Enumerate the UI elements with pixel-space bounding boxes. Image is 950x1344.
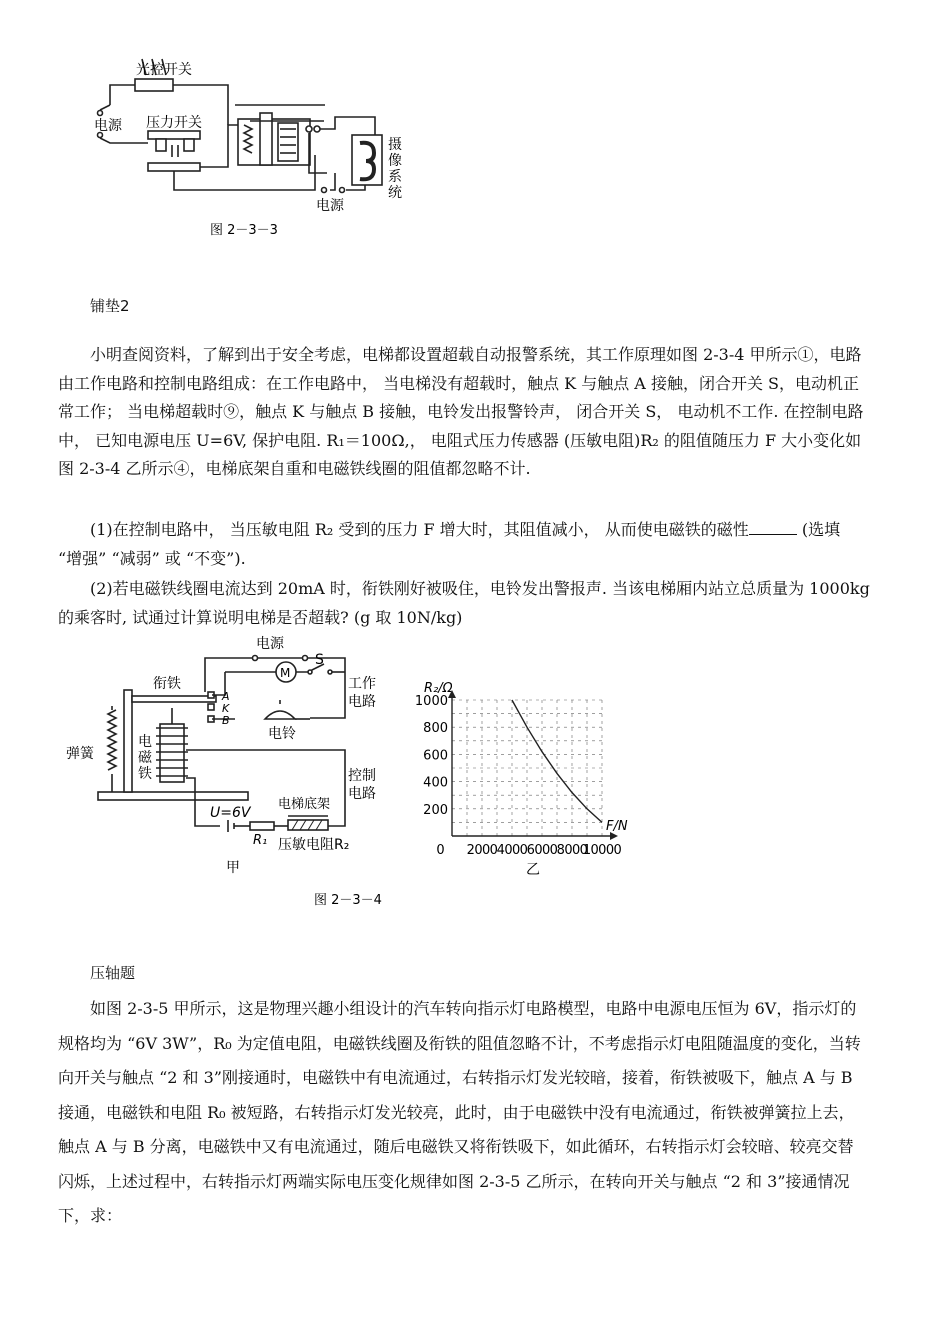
intro-line: 中， 已知电源电压 U=6V, 保护电阻. R₁＝100Ω,， 电阻式压力传感器 (压敏电阻)R₂ 的阻值随压力 F 大小变化如: [58, 430, 862, 450]
final-line: 闪烁，上述过程中，右转指示灯两端实际电压变化规律如图 2-3-5 乙所示，在转向开关与触点 “2 和 3”接通情况: [58, 1171, 850, 1191]
figure-caption-2-3-4: 图 2－3－4: [314, 893, 382, 908]
r1-label: R₁: [253, 833, 268, 848]
power-label-left: 电源: [94, 118, 122, 134]
chart-y-axis-label: R₂/Ω: [424, 681, 453, 696]
intro-line: 由工作电路和控制电路组成：在工作电路中， 当电梯没有超载时，触点 K 与触点 A 接触，闭合开关 S，电动机正: [58, 373, 859, 393]
motor-label: M: [280, 666, 291, 680]
switch-s-label: S: [315, 652, 324, 668]
bell-label: 电铃: [268, 726, 296, 742]
answer-blank[interactable]: [749, 518, 797, 535]
chart-x-tick-label: 6000: [526, 843, 558, 858]
chart-y-tick-label: 400: [423, 775, 448, 791]
chart-x-axis-label: F/N: [606, 819, 628, 834]
final-paragraph: [58, 992, 898, 1234]
label-yi: 乙: [526, 862, 540, 878]
chart-y-tick-label: 600: [423, 748, 448, 764]
figure-2-3-4-circuit: [60, 630, 400, 915]
final-line: 触点 A 与 B 分离，电磁铁中又有电流通过，随后电磁铁又将衔铁吸下，如此循环，右转指示灯会较暗、较亮交替: [58, 1137, 854, 1156]
camera-system-label-1: 摄: [388, 137, 402, 153]
camera-system-label-3: 系: [388, 169, 402, 185]
label-jia: 甲: [226, 860, 240, 876]
section-heading-yazhou: 压轴题: [90, 964, 136, 982]
electromagnet-label-1: 电: [138, 734, 152, 750]
work-circuit-label-1: 工作: [348, 676, 376, 692]
power-label: 电源: [256, 636, 284, 652]
question-2-line: 的乘客时, 试通过计算说明电梯是否超载? (g 取 10N/kg): [58, 607, 463, 627]
piezo-resistor-label: 压敏电阻R₂: [278, 837, 350, 853]
chart-axes: [448, 690, 618, 840]
intro-paragraph: [58, 341, 898, 484]
intro-line: 小明查阅资料，了解到出于安全考虑，电梯都设置超载自动报警系统，其工作原理如图 2-3-4 甲所示①，电路: [90, 345, 862, 364]
contact-a-label: A: [222, 690, 230, 703]
camera-system-label-4: 统: [388, 185, 402, 201]
elevator-base-label: 电梯底架: [278, 797, 331, 812]
armature-label: 衔铁: [153, 676, 181, 692]
question-1-text-tail: (选填: [796, 520, 841, 539]
light-switch-label: 光控开关: [136, 62, 192, 78]
chart-series-curve: [512, 700, 602, 822]
question-1-options: “增强” “减弱” 或 “不变”).: [58, 548, 246, 568]
final-line: 下，求：: [58, 1206, 123, 1225]
intro-line: 图 2-3-4 乙所示④，电梯底架自重和电磁铁线圈的阻值都忽略不计.: [58, 459, 531, 478]
power-label-bottom: 电源: [316, 198, 344, 214]
pressure-switch-label: 压力开关: [146, 115, 202, 131]
chart-y-tick-label: 800: [423, 721, 448, 737]
figure-caption-2-3-3: 图 2－3－3: [210, 223, 278, 238]
resistance-force-chart: [410, 680, 640, 885]
chart-x-tick-label: 10000: [582, 843, 622, 858]
figure-2-3-3: [80, 55, 410, 250]
final-line: 接通，电磁铁和电阻 R₀ 被短路，右转指示灯发光较亮，此时，由于电磁铁中没有电流通过，衔铁被弹簧拉上去，: [58, 1102, 855, 1122]
question-1: [58, 516, 898, 573]
control-circuit-label-2: 电路: [348, 786, 376, 802]
intro-line: 常工作； 当电梯超载时⑨，触点 K 与触点 B 接触，电铃发出报警铃声， 闭合开关 S， 电动机不工作. 在控制电路: [58, 402, 864, 421]
control-circuit-label-1: 控制: [348, 768, 376, 784]
chart-x-tick-label: 8000: [556, 843, 588, 858]
electromagnet-label-2: 磁: [138, 750, 152, 766]
final-line: 如图 2-3-5 甲所示，这是物理兴趣小组设计的汽车转向指示灯电路模型，电路中电源电压恒为 6V，指示灯的: [90, 999, 857, 1018]
electromagnet-label-3: 铁: [138, 766, 152, 782]
spring-label: 弹簧: [66, 746, 94, 762]
work-circuit-label-2: 电路: [348, 694, 376, 710]
final-line: 规格均为 “6V 3W”，R₀ 为定值电阻，电磁铁线圈及衔铁的阻值忽略不计，不考虑指示灯电阻随温度的变化，当转: [58, 1033, 861, 1053]
final-line: 向开关与触点 “2 和 3”刚接通时，电磁铁中有电流通过，右转指示灯发光较暗，接着，衔铁被吸下，触点 A 与 B: [58, 1068, 853, 1087]
chart-x-tick-label: 2000: [466, 843, 498, 858]
question-1-text: (1)在控制电路中， 当压敏电阻 R₂ 受到的压力 F 增大时，其阻值减小， 从而使电磁铁的磁性: [90, 520, 749, 539]
chart-grid: [452, 700, 602, 836]
contact-k-label: K: [222, 702, 230, 715]
question-2-line: (2)若电磁铁线圈电流达到 20mA 时，衔铁刚好被吸住，电铃发出警报声. 当该电梯厢内站立总质量为 1000kg: [90, 579, 870, 598]
question-2: [58, 575, 898, 632]
voltage-label: U=6V: [210, 805, 251, 821]
chart-y-tick-label: 200: [423, 802, 448, 818]
chart-x-tick-label: 0: [436, 843, 444, 858]
camera-system-label-2: 像: [388, 153, 402, 169]
question-1-line: [58, 516, 898, 545]
section-heading-pudian: 铺垫2: [90, 297, 130, 315]
chart-y-tick-label: 1000: [414, 694, 448, 709]
contact-b-label: B: [222, 714, 230, 727]
chart-x-tick-label: 4000: [496, 843, 528, 858]
